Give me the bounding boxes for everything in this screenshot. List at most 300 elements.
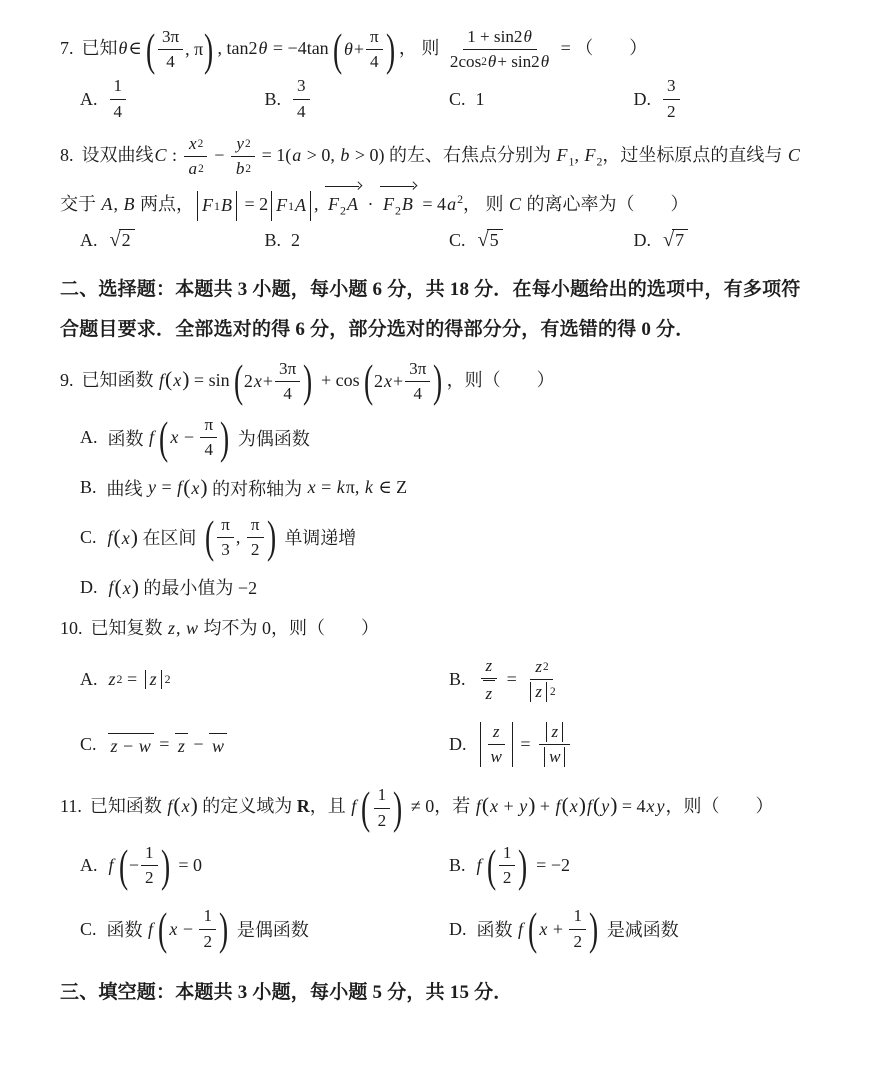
paren-group: ( $\frac{1}{2}$ ) [361,782,403,834]
right-paren: ) [528,793,536,818]
option-D [80,570,818,604]
numerator [530,656,552,680]
math-text: 2 [250,539,260,559]
paren-content [127,842,162,889]
paren-group [561,793,586,818]
math-var: x [181,796,190,817]
math-var: z [168,618,176,639]
left-paren: ( [592,793,601,818]
math-var: θ [258,37,268,58]
math-text: π [204,415,214,435]
math-var: w [490,747,502,767]
numerator [200,414,217,438]
left-paren: ( [114,574,122,599]
right-paren: ) [200,475,208,500]
superscript: 2 [197,137,204,150]
math-text: 1 [203,906,213,926]
math-text: + sin2 [497,52,540,72]
right-paren: ) [131,574,139,599]
option-label: A. [80,88,98,109]
option-A [80,224,265,258]
paren-content [489,796,528,816]
fraction [200,414,217,461]
question-11 [60,784,818,960]
question-stem [60,23,818,75]
paren-group [165,366,190,391]
math-text: + [499,796,519,817]
section-header: 二、选择题：本题共 3 小题，每小题 6 分，共 18 分．在每小题给出的选项中，有多项符合题目要求．全部选对的得 6 分，部分选对的得部分分，有选错的得 0 分． [60,278,801,340]
option-label: A. [80,230,98,251]
radicand [119,229,135,251]
option-label: C. [80,918,97,939]
question-number: 7. [60,37,74,58]
paren-content [167,414,221,461]
math-var: z [108,669,116,690]
numerator [499,842,516,866]
math-text: = 0 [173,855,202,876]
math-text: − [118,735,138,756]
fraction [663,75,680,122]
numerator [184,133,207,157]
math-text: 4 [413,383,422,403]
radicand [487,229,503,251]
option-C [449,75,634,122]
math-text: − [178,918,198,939]
numerator [293,75,310,99]
math-text: 的最小值为 −2 [138,578,258,599]
fraction [523,656,559,703]
option-C [80,905,449,952]
math-text: π [250,514,260,534]
math-text: 7 [675,230,685,251]
denominator [141,866,158,889]
option-content [108,75,129,122]
absolute-value [544,721,565,743]
math-text: 4 [113,101,123,121]
math-text: π [221,514,230,534]
math-text: 3 [297,76,306,96]
option-D [634,75,819,122]
denominator [293,100,310,123]
math-var: B [401,194,413,215]
math-var: f [149,427,155,448]
math-var: x [490,796,499,817]
math-text: = [157,477,177,498]
math-var: f [148,918,154,939]
paren-group [481,793,536,818]
option-content [107,475,408,501]
math-text: 均不为 0，则（ ） [199,618,380,639]
math-text: 的离心率为（ ） [522,194,689,215]
math-var: F [328,194,340,215]
math-text: 2 [667,101,676,121]
math-var: z [551,721,559,741]
math-text: ∈ Z [373,477,408,498]
superscript: 2 [198,162,204,175]
paren-group [183,475,207,500]
abs-content [547,746,562,768]
math-text: , π [185,38,204,59]
math-var: f [159,369,165,390]
abs-content [148,669,159,690]
math-text: 3π [279,358,297,378]
math-text: 的定义域为 [197,796,297,817]
math-text: = 4 [617,796,646,817]
math-text: , [176,618,186,639]
radical-sign: √ [477,229,489,252]
option-label: B. [449,669,466,690]
denominator [279,382,296,405]
question-7 [60,23,818,123]
right-paren: ) [182,366,190,391]
math-text: 为偶函数 [233,428,310,449]
paren-group [114,525,138,550]
option-content [291,230,300,251]
fraction [374,784,391,831]
option-content [108,669,171,690]
math-var: f [475,796,481,817]
absolute-value [143,669,164,690]
math-text: ，则（ ） [665,796,774,817]
option-label: D. [449,918,467,939]
math-var: F [584,144,596,165]
math-var: a [188,159,198,179]
paren-content [181,796,191,816]
option-A [80,655,449,705]
math-var: w [186,618,199,639]
option-A [80,411,818,463]
left-paren: ( [173,793,181,818]
question-stem [60,355,818,407]
math-text: ， 则 [398,37,444,58]
math-text: 已知复数 [90,618,167,639]
paren-group: ( − $\frac{1}{2}$ ) [118,839,170,891]
numerator [110,75,127,99]
math-var: z [535,657,542,677]
denominator [446,50,554,73]
vector-body [327,194,359,218]
math-text: + [262,370,274,391]
right-paren: ) [190,793,198,818]
math-text: 1 [377,785,387,805]
math-text: , [235,526,245,547]
absolute-value [478,721,515,768]
numerator [231,133,254,157]
paren-content [569,796,579,816]
superscript: 2 [549,686,556,699]
math-text: 交于 [60,194,101,215]
superscript: 2 [116,672,123,687]
math-text: = −4tan [268,37,329,58]
math-text: = [122,669,142,690]
math-var: f [167,796,173,817]
option-C [80,511,818,563]
math-text: 5 [489,230,499,251]
option-content [107,511,357,563]
math-var: F [382,194,394,215]
option-label: C. [449,88,466,109]
fraction [141,842,158,889]
option-content [476,655,562,705]
math-var: z [492,721,500,741]
math-text: 2 [243,370,253,391]
math-text: − [179,427,199,448]
superscript: 2 [164,672,171,687]
math-text: > 0) 的左、右焦点分别为 [350,144,556,165]
option-label: D. [449,734,467,755]
overline-conjugate [209,733,227,757]
option-content [477,721,575,768]
math-var: F [556,144,568,165]
denominator [523,680,559,703]
math-text: 3π [409,358,427,378]
math-text: 3π [161,27,180,46]
denominator [478,679,501,705]
math-var: z [177,735,185,756]
numerator [141,842,158,866]
math-text: 3 [221,539,230,559]
denominator [569,930,586,953]
paren-group: ( $\frac{\pi}{3}$ , $\frac{\pi}{2}$ ) [204,511,276,563]
math-var: x [170,427,179,448]
numerator [405,358,430,382]
fraction [478,655,501,705]
option-label: B. [80,477,97,498]
math-text: = [515,734,536,755]
vector-arrow-icon [325,182,361,189]
question-9 [60,355,818,604]
option-D [449,905,818,952]
math-text: 在区间 [137,528,201,549]
math-var: F [202,195,213,216]
math-text: > 0, [302,144,340,165]
math-var: x [253,370,262,391]
abs-content [274,190,308,222]
math-var: x [173,369,182,390]
question-8 [60,133,818,258]
math-text: ，则（ ） [446,369,555,390]
paren-group: ( θ + $\frac{\pi}{4}$ ) [332,23,395,75]
math-text: − [209,144,229,165]
math-text: ，过坐标原点的直线与 [602,144,787,165]
math-var: θ [118,37,128,58]
math-bold: R [296,796,310,817]
math-var: z [485,655,493,675]
paren-content [154,26,205,73]
math-var: x [646,796,655,817]
math-var: w [549,747,561,767]
paren-group [173,793,198,818]
paren-content [166,905,220,952]
options [60,411,818,604]
math-text: 的对称轴为 [207,478,307,499]
math-text: = [502,669,522,690]
fraction [275,358,300,405]
math-text: 2 [203,931,213,951]
absolute-value [542,746,567,768]
numerator [539,721,570,745]
math-text: 曲线 [106,478,148,499]
math-text: = 2 [239,194,269,215]
superscript: 2 [245,162,252,175]
square-root [110,229,135,252]
math-text: 1 + sin2 [467,27,523,46]
right-paren: ) [130,524,138,549]
paren-content [536,905,590,952]
denominator [537,745,572,768]
option-D [449,721,818,768]
question-stem [60,133,818,222]
option-label: C. [80,734,97,755]
option-content [476,229,505,252]
math-text: = [316,477,336,498]
math-var: f [518,918,524,939]
option-content [476,839,570,891]
fraction [366,26,383,73]
subscript: 2 [340,203,346,218]
paren-content [370,784,395,831]
subscript: 2 [394,203,401,218]
math-text: − [188,734,209,755]
math-text: 2 [373,370,383,391]
paren-content [172,370,182,390]
denominator [486,745,507,768]
math-text: ∈ [128,37,142,58]
paren-group [115,575,139,600]
math-text: = [154,734,174,755]
paren-group: ( $\frac{3\pi}{4}$ , π ) [145,23,214,75]
paren-group: ( 2 x + $\frac{3\pi}{4}$ ) [363,355,443,407]
option-content [661,75,682,122]
math-text: 是减函数 [602,920,679,940]
math-text: , tan2 [217,37,258,58]
math-text: 已知 [81,37,118,58]
math-var: f [351,796,357,817]
math-var: y [148,477,157,498]
left-paren: ( [113,524,121,549]
abs-content [200,190,234,222]
question-number: 11. [60,796,82,817]
math-var: a [292,144,302,165]
math-var: f [108,576,114,597]
question-number: 10. [60,618,83,639]
paren-group: ( x − $\frac{1}{2}$ ) [158,903,229,954]
math-text: 2 [377,810,387,830]
denominator [217,538,234,561]
left-paren: ( [561,793,569,818]
math-text: 4 [370,52,379,72]
math-text: 3 [667,76,676,96]
vector-body [382,194,414,218]
option-label: C. [449,230,466,251]
absolute-value [269,190,313,222]
subscript: 1 [568,154,575,169]
subscript: 2 [596,154,603,169]
paren-group: ( $\frac{1}{2}$ ) [486,839,528,891]
math-var: A [101,194,113,215]
fraction [569,905,586,952]
square-root [663,229,688,252]
superscript: 2 [542,660,549,673]
option-content [107,411,310,463]
math-text: 已知函数 [81,369,158,390]
math-var: f [108,855,114,876]
denominator [409,382,426,405]
option-B [449,839,818,891]
math-var: y [519,796,528,817]
option-content [661,229,690,252]
math-text: − [128,855,139,876]
math-var: f [107,526,113,547]
fraction [486,721,507,768]
math-var: C [787,144,800,165]
option-B [80,471,818,505]
math-text: 4 [166,52,175,72]
radicand [672,229,688,251]
section-header: 三、填空题：本题共 3 小题，每小题 5 分，共 15 分． [60,981,513,1003]
math-text: = 4 [417,194,447,215]
numerator [374,784,391,808]
vector [324,180,362,221]
math-text: 4 [204,440,214,460]
math-var: f [177,477,183,498]
math-var: A [295,195,307,216]
subscript: 1 [288,198,295,213]
math-var: y [656,796,665,817]
numerator [569,905,586,929]
fraction [110,75,127,122]
options [60,75,818,122]
math-var: z [485,683,493,703]
paren-group [592,793,618,818]
paren-content [341,26,387,73]
math-var: x [569,796,578,817]
math-text: 2 [291,230,301,251]
fraction [217,514,234,561]
math-var: b [340,144,350,165]
superscript: 2 [481,56,487,68]
option-C [449,224,634,258]
math-text: 1 [475,88,485,109]
options [60,224,818,258]
option-label: D. [633,230,651,251]
option-label: A. [80,669,98,690]
math-text: ， 则 [463,194,508,215]
option-A [80,839,449,891]
math-var: k [364,477,373,498]
option-content [108,574,258,600]
denominator [663,100,680,123]
math-text: 1 [113,76,123,96]
math-var: F [276,195,288,216]
absolute-value [528,681,549,703]
paren-group: ( x + $\frac{1}{2}$ ) [528,903,599,954]
math-var: B [220,195,232,216]
math-text: 两点， [135,194,194,215]
options [60,834,818,961]
math-var: a [447,194,457,215]
math-var: B [123,194,135,215]
math-text: = （ ） [556,37,648,58]
option-label: D. [80,576,98,597]
absolute-value [195,190,239,222]
fraction [446,26,554,73]
radical-sign: √ [109,229,121,252]
math-var: x [121,527,130,548]
abs-content [483,721,510,768]
math-var: y [236,133,244,153]
math-text: = 1( [257,144,292,165]
